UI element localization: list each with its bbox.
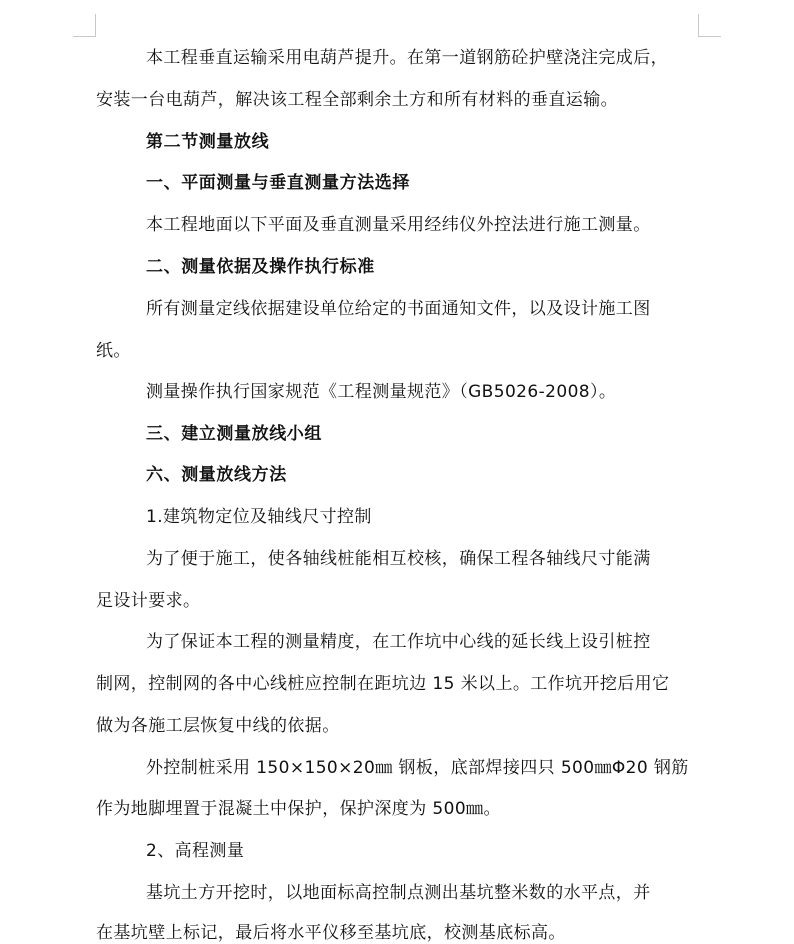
- paragraph-line: 纸。: [96, 341, 131, 361]
- section-heading: 第二节测量放线: [146, 132, 270, 152]
- crop-mark-top-right: [698, 14, 721, 37]
- paragraph-line: 作为地脚埋置于混凝土中保护，保护深度为 500㎜。: [96, 799, 501, 819]
- subsection-heading: 二、测量依据及操作执行标准: [146, 257, 375, 277]
- paragraph-line: 安装一台电葫芦，解决该工程全部剩余土方和所有材料的垂直运输。: [96, 90, 618, 110]
- paragraph-line: 基坑土方开挖时，以地面标高控制点测出基坑整米数的水平点，并: [146, 883, 651, 903]
- paragraph-line: 为了保证本工程的测量精度，在工作坑中心线的延长线上设引桩控: [146, 632, 651, 652]
- paragraph-line: 制网，控制网的各中心线桩应控制在距坑边 15 米以上。工作坑开挖后用它: [96, 674, 670, 694]
- paragraph-line: 做为各施工层恢复中线的依据。: [96, 716, 340, 736]
- crop-mark-top-left: [73, 14, 96, 37]
- paragraph-line: 测量操作执行国家规范《工程测量规范》（GB5026-2008）。: [146, 382, 617, 402]
- paragraph-line: 本工程地面以下平面及垂直测量采用经纬仪外控法进行施工测量。: [146, 215, 651, 235]
- paragraph-line: 足设计要求。: [96, 591, 201, 611]
- paragraph-line: 本工程垂直运输采用电葫芦提升。在第一道钢筋砼护壁浇注完成后，: [146, 48, 668, 68]
- subsection-heading: 三、建立测量放线小组: [146, 424, 322, 444]
- paragraph-line: 外控制桩采用 150×150×20㎜ 钢板，底部焊接四只 500㎜Φ20 钢筋: [146, 758, 689, 778]
- paragraph-line: 所有测量定线依据建设单位给定的书面通知文件，以及设计施工图: [146, 299, 651, 319]
- subsection-heading: 六、测量放线方法: [146, 465, 287, 485]
- numbered-heading: 1.建筑物定位及轴线尺寸控制: [146, 507, 372, 527]
- numbered-heading: 2、高程测量: [146, 841, 245, 861]
- paragraph-line: 在基坑壁上标记，最后将水平仪移至基坑底，校测基底标高。: [96, 923, 566, 943]
- paragraph-line: 为了便于施工，使各轴线桩能相互校核，确保工程各轴线尺寸能满: [146, 549, 651, 569]
- subsection-heading: 一、平面测量与垂直测量方法选择: [146, 173, 410, 193]
